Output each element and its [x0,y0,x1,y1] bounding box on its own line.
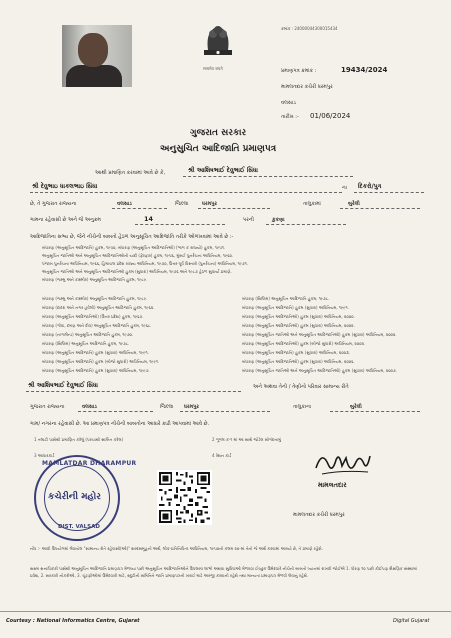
order-line: બંધારણ (જમ્મુ અને કાશ્મીર) અનુસૂચિત આદિજાતિ હુકમ, ૧૯૮૯. [42,277,148,282]
village-residence-text: ગામ/ નગરના રહેવાસી છે. આ પ્રમાણપત્ર નીચેની બાબતોના આધારે કાઢી આપવામાં આવે છે. [30,421,210,427]
caste-label: પરની [243,217,254,223]
res-district-value: ધરમપુર [184,404,199,410]
footer-courtesy: Courtesy : National Informatics Centre, Gujarat [6,618,140,624]
order-line: પંજાબ પુનર્રચના અધિનિયમ, ૧૯૬૬, હિમાચલ પ્રદેશ રાજ્ય અધિનિયમ, ૧૯૭૦, ઉત્તર-પૂર્વ વિસ્તારો (પુનર્રચના) અધિનિયમ, ૧૯૭૧. [42,261,248,266]
district-label: જિલ્લા [175,201,189,207]
evidence-item: 2 ગૂગલ ક-૧ માં આ સાથે જોડેલ સોગંદનામું [212,437,281,442]
applicant-name: શ્રી આશિષભાઈ દેવુભાઈ સિંધા [188,167,259,174]
signature-icon [312,446,374,482]
order-right: બંધારણ (અનુસૂચિત આદિજાતિઓ) હુકમ (સુધારા) અધિનિયમ, ૨૦૦૨. [242,323,355,328]
note-2: સક્ષમ સત્તાધિકારી પાસેથી અનુસૂચિત આદિજાતિ પ્રમાણપત્ર મેળવ્યા પછી અનુસૂચિત આદિજાતિઓને ઉપલબ્ધ લાભો અથવા સુવિધાઓ મેળવવા ઈચ્છુક ઉમેદવારે નીચેની બાબતો ધ્યાનમાં રાખવી જોઈએ 1. ધોરણ ૧૦ પછી કોઈપણ શૈક્ષણિક સંસ્થામાં પ્રવેશ, 2. સરકારી નોકરીઓ, 3. ચૂંટણીઓમાં ઉમેદવારી માટે, સ્ક્રુટીની સમિતિને જાતિ પ્રમાણપત્રની ખરાઈ માટે અરજી કરવાની રહેશે તથા માન્યતા પ્રમાણપત્ર મેળવી લેવાનું રહેશે. [30,566,417,578]
residence-name: શ્રી આશિષભાઈ દેવુભાઈ સિંધા [28,382,99,389]
certificate-title: અનુસુચિત આદિજાતિ પ્રમાણપત્ર [160,144,277,154]
state-text: છે, તે ગુજરાત રાજ્યના [30,201,77,207]
caste-name: કુકણા [272,217,285,223]
order-line: અનુસૂચિત જાતિઓ અને અનુસૂચિત આદિજાતિઓ હુકમ (સુધારા) અધિનિયમ, ૧૯૭૬ અને ૧૯૮૭ હેઠળ સુધાર્યા પ્રમાણે. [42,269,232,274]
order-left: બંધારણ (અનુસૂચિત આદિજાતિ) હુકમ (બીજો સુધારો) અધિનિયમ, ૧૯૯૧. [42,359,160,364]
father-name: શ્રી દેવુભાઇ ધાકલભાઇ સિંધા [32,183,98,190]
order-left: બંધારણ (નાગાલેન્ડ) અનુસૂચિત આદિજાતિ હુકમ, ૧૯૭૦. [42,332,134,337]
cert-number: 19434/2024 [341,66,388,74]
applicant-photo [62,25,132,87]
order-left: બંધારણ (અનુસૂચિત આદિજાતિઓ) (ઉત્તર પ્રદેશ) હુકમ, ૧૯૬૭. [42,314,144,319]
order-left: બંધારણ (ગોવા, દમણ અને દીવ) અનુસૂચિત આદિજાતિ હુકમ, ૧૯૬૮. [42,323,152,328]
govt-heading: ગુજરાત સરકાર [190,128,247,138]
taluka-value: બુરેલી [348,201,360,207]
cert-number-label: પ્રમાણપત્ર ક્રમાંક : [281,68,317,74]
issuing-district: વલસાડ [281,100,296,106]
serial-number: 14 [144,215,154,223]
relation: દિકરો/પુત્ર [358,183,382,190]
order-right: બંધારણ (અનુસૂચિત આદિજાતિ) હુકમ (સુધારા) અધિનિયમ, ૨૦૦૩. [242,350,350,355]
state-value: વલસાડ [117,201,132,207]
order-right: બંધારણ (સિક્કિમ) અનુસૂચિત આદિજાતિ હુકમ, ૧૯૭૮. [242,296,330,301]
intro-text: આથી પ્રમાણિત કરવામાં આવે છે કે, [95,170,166,176]
order-left: બંધારણ (જમ્મુ અને કાશ્મીર) અનુસૂચિત આદિજાતિ હુકમ, ૧૯૮૯. [42,296,148,301]
document-number: ક્રમાંક : 24000044300015434 [281,26,338,31]
evidence-item: 1 તલાટી પાસેથી પ્રમાણિત કરેલું (પરચાથી સાબિત કરેલ) [34,437,124,442]
evidence-item: 3 આધારકાર્ડ [34,453,55,458]
res-taluka-value: બુરેલી [350,404,362,410]
order-right: બંધારણ (અનુસૂચિત આદિજાતિઓ) હુકમ (સુધારા) અધિનિયમ, ૨૦૦૦. [242,314,355,319]
res-state-text: ગુજરાત રાજ્યના [30,404,65,410]
taluka-label: તાલુકામાં [303,201,321,207]
footer-digital-gujarat: Digital Gujarat [393,618,430,624]
order-left: બંધારણ (સિક્કિમ) અનુસૂચિત આદિજાતિ હુકમ, ૧૯૭૮. [42,341,130,346]
tribe-text: આદિજાતિના સભ્ય છે, જેને નીચેની બાબતો હેઠળ અનુસૂચિત આદિજાતિ તરીકે ઓળખવામાં આવે છે :- [30,234,234,240]
seal-bottom-text: DIST. VALSAD [58,524,100,530]
order-right: બંધારણ (અનુસૂચિત જાતિઓ અને અનુસૂચિત આદિજાતિઓ) હુકમ (સુધારા) અધિનિયમ, ૨૦૦૭. [242,368,397,373]
order-right: બંધારણ (અનુસૂચિત આદિજાતિઓ) હુકમ (સુધારા) અધિનિયમ, ૨૦૦૬. [242,359,355,364]
order-right: બંધારણ (અનુસૂચિત આદિજાતિઓ) હુકમ (બીજો સુધારો) અધિનિયમ, ૨૦૦૨. [242,341,366,346]
district-value: ધરમપુર [202,201,217,207]
res-state-value: વલસાડ [82,404,97,410]
order-left: બંધારણ (અનુસૂચિત આદિજાતિ) હુકમ (સુધારા) અધિનિયમ, ૧૯૯૭. [42,368,150,373]
order-right: બંધારણ (અનુસૂચિત જાતિઓ અને અનુસૂચિત આદિજાતિઓ) હુકમ (સુધારા) અધિનિયમ, ૨૦૦૨. [242,332,397,337]
date-label: તારીખ :- [281,114,299,120]
res-taluka-label: તાલુકાના [293,404,312,410]
order-line: અનુસૂચિત જાતિઓ અને અનુસૂચિત આદિજાતિઓની યાદી (ફેરફાર) હુકમ, ૧૯૫૬, મુંબઈ પુનર્રચના અધિનિયમ, ૧૯૬૦. [42,253,234,258]
order-line: બંધારણ (અનુસૂચિત આદિજાતિ) હુકમ, ૧૯૫૦, બંધારણ (અનુસૂચિત આદિજાતિઓ) (ભાગ ક રાજ્યો) હુકમ, ૧૯૫૧. [42,245,226,250]
state-emblem-icon [198,16,238,68]
issue-date: 01/06/2024 [310,112,351,120]
residence-text: અને અથવા તેની / તેણીનો પરિવાર સામાન્ય રીતે [253,384,349,390]
signatory-title: મામલતદાર [318,481,347,489]
issuing-office: મામલતદાર કચેરી ધરમપુર [281,84,333,90]
village-text: ગામના રહેવાસી છે અને જે અનુક્રમ [30,217,101,223]
seal-middle-text: કચેરીની મહોર [48,492,101,502]
res-district-label: જિલ્લા [160,404,174,410]
emblem-caption: सत्यमेव जयते [203,66,223,71]
order-left: બંધારણ (અનુસૂચિત આદિજાતિ) હુકમ (સુધારા) અધિનિયમ, ૧૯૯૧. [42,350,149,355]
seal-top-text: MAMLATDAR DHARAMPUR [42,460,137,467]
qr-code-icon [157,470,212,525]
na-label: ના [342,185,347,191]
note-1: નોંધ :- આવી ઉપયોગમાં લેવાયેલ "સામાન્ય રીતે રહેવાસી(ઓ)" શબ્દસમૂહનો અર્થ, લોક-પ્રતિનિધિત્વ અધિનિયમ, ૧૯૫૦ની કલમ ૨૦-માં તેનો જે અર્થ કરવામાં આવ્યો છે, તે પ્રમાણે રહેશે. [30,546,323,551]
order-left: બંધારણ (દાદરા અને નગર હવેલી) અનુસૂચિત આદિજાતિ હુકમ, ૧૯૬૨. [42,305,155,310]
evidence-item: 4 રેશન કાર્ડ [212,453,232,458]
order-right: બંધારણ (અનુસૂચિત આદિજાતિ) હુકમ (સુધારા) અધિનિયમ, ૧૯૯૧. [242,305,349,310]
signatory-office: મામલતદાર કચેરી ધરમપુર [293,512,345,518]
